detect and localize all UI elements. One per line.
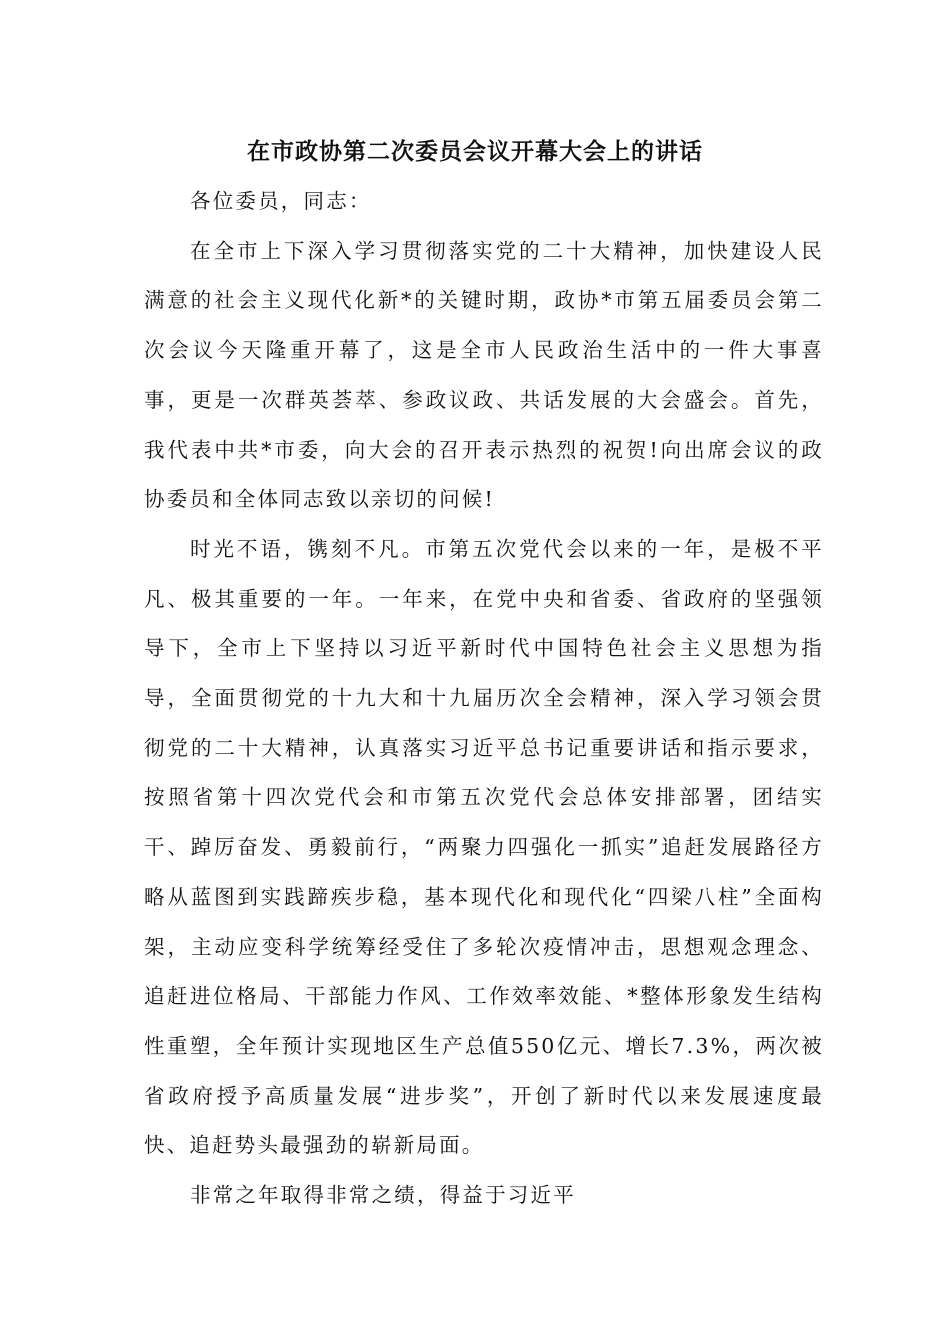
paragraph-opening: 在全市上下深入学习贯彻落实党的二十大精神，加快建设人民满意的社会主义现代化新*的关键时期，政协*市第五届委员会第二次会议今天隆重开幕了，这是全市人民政治生活中的一件大事喜事，更是一次群英荟萃、参政议政、共话发展的大会盛会。首先，我代表中共*市委，向大会的召开表示热烈的祝贺!向出席会议的政协委员和全体同志致以亲切的问候! bbox=[144, 238, 824, 512]
paragraph-achievements: 非常之年取得非常之绩，得益于习近平 bbox=[190, 1183, 576, 1208]
paragraph-review: 时光不语，镌刻不凡。市第五次党代会以来的一年，是极不平凡、极其重要的一年。一年来，在党中央和省委、省政府的坚强领导下，全市上下坚持以习近平新时代中国特色社会主义思想为指导，全面贯彻党的十九大和十九届历次全会精神，深入学习领会贯彻党的二十大精神，认真落实习近平总书记重要讲话和指示要求，按照省第十四次党代会和市第五次党代会总体安排部署，团结实干、踔厉奋发、勇毅前行，“两聚力四强化一抓实”追赶发展路径方略从蓝图到实践蹄疾步稳，基本现代化和现代化“四梁八柱”全面构架，主动应变科学统筹经受住了多轮次疫情冲击，思想观念理念、追赶进位格局、干部能力作风、工作效率效能、*整体形象发生结构性重塑，全年预计实现地区生产总值550亿元、增长7.3%，两次被省政府授予高质量发展“进步奖”，开创了新时代以来发展速度最快、追赶势头最强劲的崭新局面。 bbox=[144, 536, 824, 1158]
document-body bbox=[144, 177, 824, 1221]
document-title: 在市政协第二次委员会议开幕大会上的讲话 bbox=[247, 138, 703, 165]
salutation: 各位委员，同志： bbox=[190, 189, 372, 213]
